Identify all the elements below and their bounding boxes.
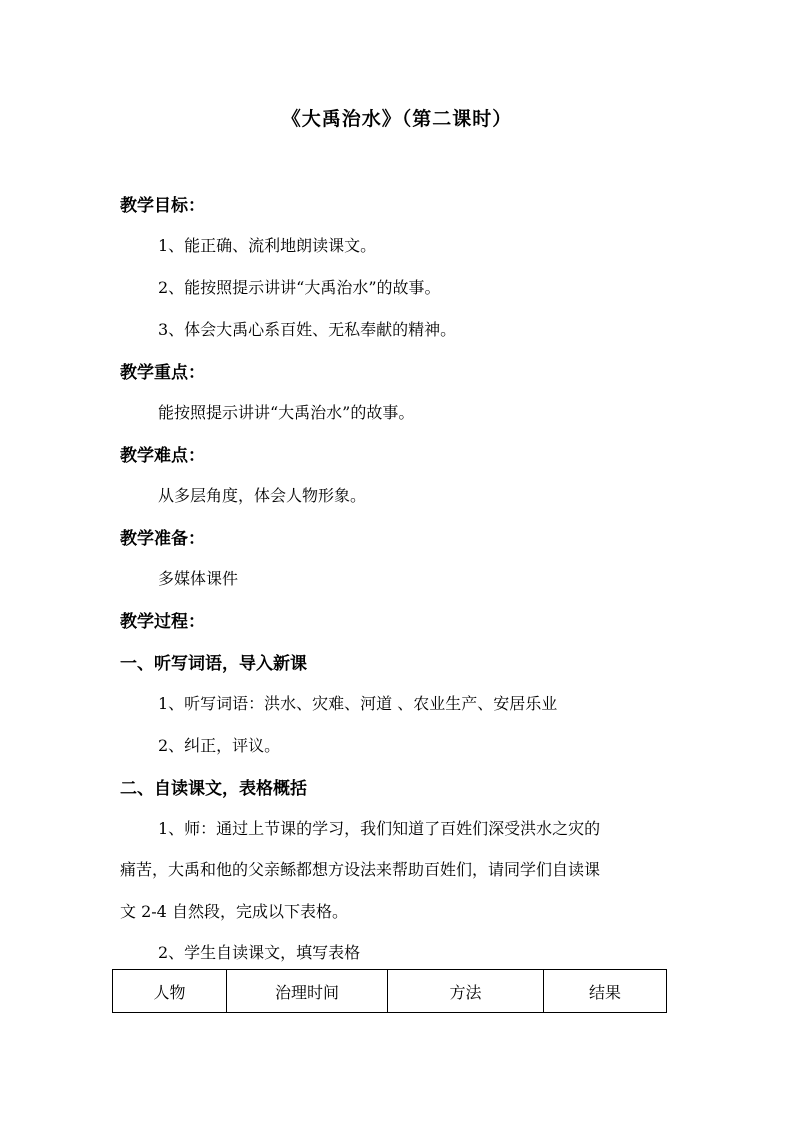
- table-header-cell-result: 结果: [544, 970, 667, 1013]
- objective-item-2: 2、能按照提示讲讲“大禹治水”的故事。: [158, 278, 441, 297]
- section2-paragraph-line-2: 痛苦，大禹和他的父亲鲧都想方设法来帮助百姓们，请同学们自读课: [120, 860, 601, 879]
- key-point-heading: 教学重点：: [120, 363, 205, 383]
- section2-heading: 二、自读课文，表格概括: [120, 779, 307, 799]
- section2-item-2: 2、学生自读课文，填写表格: [158, 943, 361, 962]
- process-heading: 教学过程：: [120, 612, 205, 632]
- difficulty-heading: 教学难点：: [120, 446, 205, 466]
- section1-heading: 一、听写词语，导入新课: [120, 654, 307, 674]
- objectives-heading: 教学目标：: [120, 196, 205, 216]
- table-header-row: [113, 970, 667, 1013]
- section1-item-1: 1、听写词语：洪水、灾难、河道 、农业生产、安居乐业: [158, 694, 558, 713]
- table-header-cell-duration: 治理时间: [227, 970, 388, 1013]
- preparation-heading: 教学准备：: [120, 529, 205, 549]
- preparation-text: 多媒体课件: [158, 569, 239, 588]
- document-title: 《大禹治水》（第二课时）: [281, 108, 513, 130]
- section1-item-2: 2、纠正，评议。: [158, 736, 281, 755]
- table-header-cell-method: 方法: [388, 970, 544, 1013]
- objective-item-1: 1、能正确、流利地朗读课文。: [158, 236, 377, 255]
- section2-paragraph-line-3: 文 2-4 自然段，完成以下表格。: [120, 902, 348, 921]
- summary-table: [112, 969, 667, 1013]
- objective-item-3: 3、体会大禹心系百姓、无私奉献的精神。: [158, 320, 457, 339]
- difficulty-text: 从多层角度，体会人物形象。: [158, 486, 367, 505]
- table-header-cell-character: 人物: [113, 970, 227, 1013]
- section2-paragraph-line-1: 1、师：通过上节课的学习，我们知道了百姓们深受洪水之灾的: [158, 819, 601, 838]
- key-point-text: 能按照提示讲讲“大禹治水”的故事。: [158, 403, 415, 422]
